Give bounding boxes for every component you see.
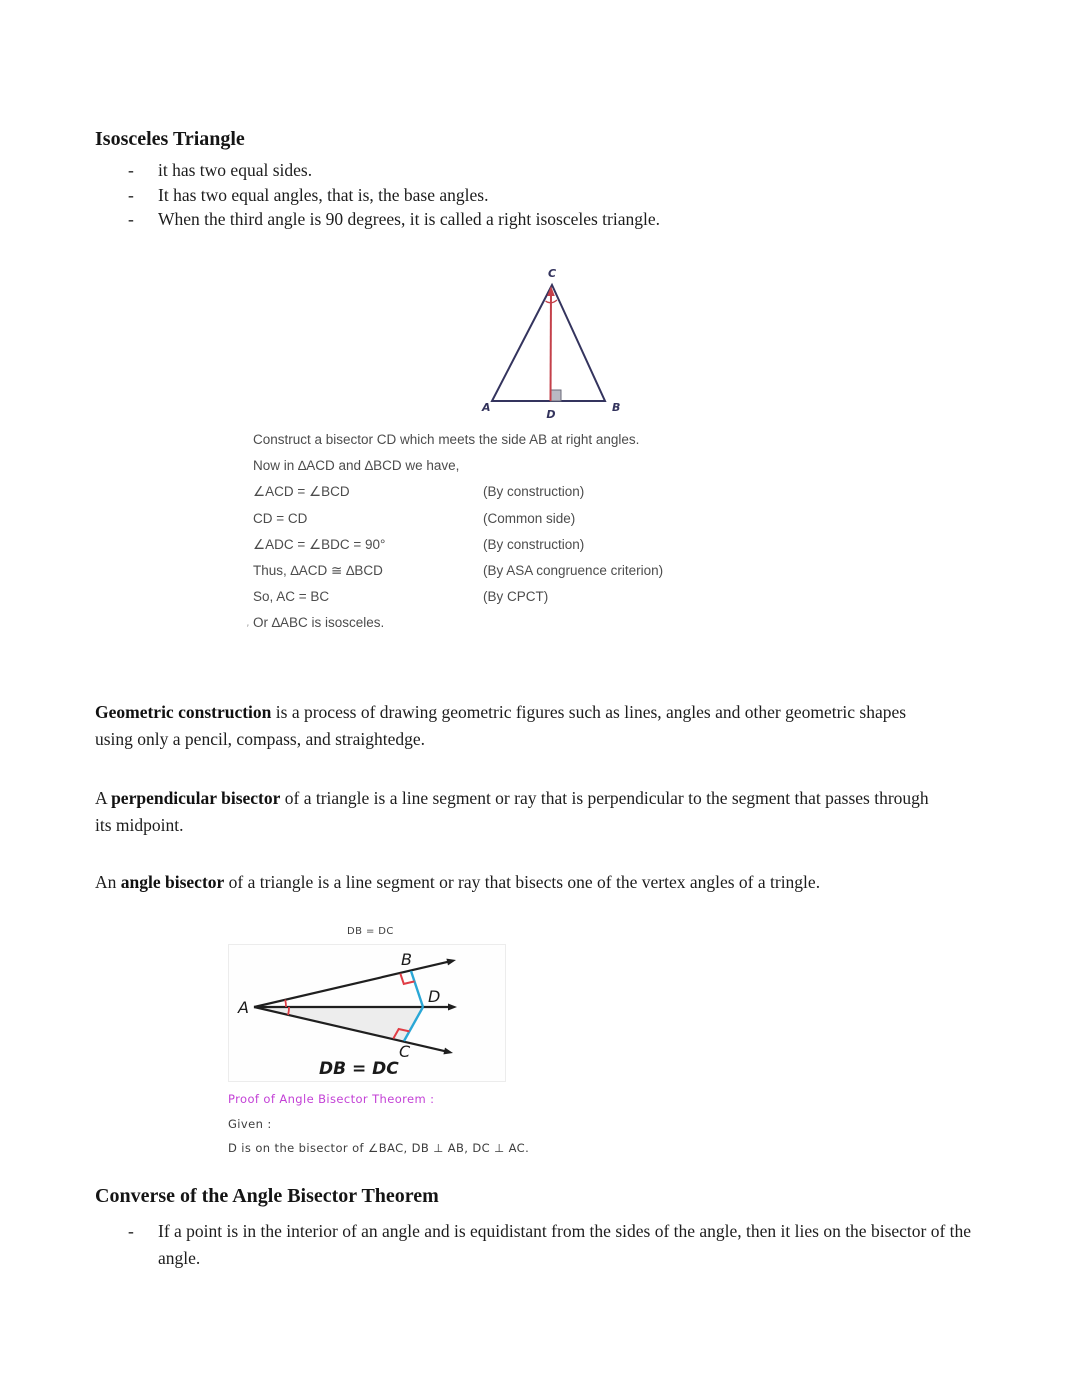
reason: (By construction) (483, 536, 585, 552)
para-text: is a process of drawing geometric figures such as lines, angles and other geometric shapes using only a pencil, compass, and straightedge. (95, 702, 907, 749)
angle-arc-top (285, 1000, 286, 1007)
statement: So, AC = BC (253, 589, 330, 605)
vertex-label-a: A (482, 401, 491, 414)
para-prefix: A (95, 788, 112, 808)
bullet-text: When the third angle is 90 degrees, it is called a right isosceles triangle. (158, 209, 660, 229)
proof-line: Construct a bisector CD which meets the side AB at right angles. (253, 432, 640, 447)
reason: (By construction) (483, 484, 585, 500)
figure2-top-caption: DB = DC (347, 926, 394, 937)
isosceles-bullet-list (128, 158, 968, 232)
bullet-dash: - (128, 1221, 134, 1241)
stray-mark: ʼ (246, 624, 249, 635)
bullet-text: it has two equal sides. (158, 160, 313, 180)
statement: ∠ACD = ∠BCD (253, 484, 350, 500)
vertex-label-b: B (401, 950, 412, 969)
para-text: of a triangle is a line segment or ray that bisects one of the vertex angles of a tringle. (224, 872, 821, 892)
reason: (By CPCT) (483, 589, 549, 605)
bullet-text: It has two equal angles, that is, the base angles. (158, 184, 489, 205)
angle-arc-bottom (288, 1007, 289, 1015)
para-prefix: An (95, 872, 121, 892)
arrowhead-middle (448, 1004, 457, 1011)
proof-step (253, 584, 813, 610)
para-bold-term: Geometric construction (95, 702, 272, 722)
bullet-text: If a point is in the interior of an angle and is equidistant from the sides of the angle, then it lies on the bisector of the angle. (158, 1221, 972, 1268)
statement: ∠ADC = ∠BDC = 90° (253, 536, 386, 552)
list-item (128, 183, 968, 208)
list-item (128, 158, 968, 183)
statement: Thus, ∆ACD ≅ ∆BCD (253, 562, 383, 578)
para-bold-term: perpendicular bisector (111, 788, 281, 808)
converse-bullet-list (128, 1218, 1006, 1272)
angle-bisector-figure (228, 944, 506, 1082)
para-text: of a triangle is a line segment or ray that is perpendicular to the segment that passes through its midpoint. (95, 788, 929, 835)
arrowhead-top (446, 959, 456, 966)
construction-proof (253, 427, 813, 637)
proof-step (253, 610, 813, 636)
bullet-dash: - (128, 160, 134, 180)
figure2-bottom-caption: DB = DC (319, 1059, 399, 1079)
vertex-label-b: B (612, 401, 621, 414)
statement: CD = CD (253, 510, 308, 526)
para-bold-term: angle bisector (120, 872, 225, 892)
paragraph-angle-bisector (95, 869, 985, 896)
bullet-dash: - (128, 184, 134, 205)
proof-step (253, 506, 813, 532)
proof-line: Now in ∆ACD and ∆BCD we have, (253, 458, 460, 474)
given-statement: D is on the bisector of ∠BAC, DB ⊥ AB, DC ⊥ AC. (228, 1141, 530, 1155)
bisector-cd (551, 291, 552, 401)
section-heading-converse: Converse of the Angle Bisector Theorem (95, 1185, 439, 1207)
bullet-dash: - (128, 209, 134, 229)
vertex-label-a: A (238, 998, 249, 1017)
section-heading-isosceles: Isosceles Triangle (95, 128, 245, 150)
given-label: Given : (228, 1117, 272, 1131)
list-item (128, 207, 968, 232)
proof-step (253, 479, 813, 505)
vertex-label-d: D (428, 987, 441, 1006)
right-angle-square (551, 390, 562, 401)
isosceles-triangle-figure (470, 253, 630, 425)
vertex-label-c: C (399, 1042, 411, 1061)
paragraph-perpendicular-bisector (95, 785, 940, 839)
vertex-label-c: C (547, 267, 557, 280)
reason: (Common side) (483, 510, 576, 526)
paragraph-geometric-construction (95, 699, 947, 753)
arrowhead-bottom (443, 1048, 453, 1055)
reason: (By ASA congruence criterion) (483, 562, 664, 578)
statement: Or ∆ABC is isosceles. (253, 615, 385, 631)
proof-step (253, 558, 813, 584)
proof-step (253, 532, 813, 558)
angle-bisector-proof-title: Proof of Angle Bisector Theorem : (228, 1092, 435, 1106)
segment-db (411, 971, 423, 1007)
list-item (128, 1218, 1006, 1272)
vertex-label-d: D (546, 408, 556, 421)
